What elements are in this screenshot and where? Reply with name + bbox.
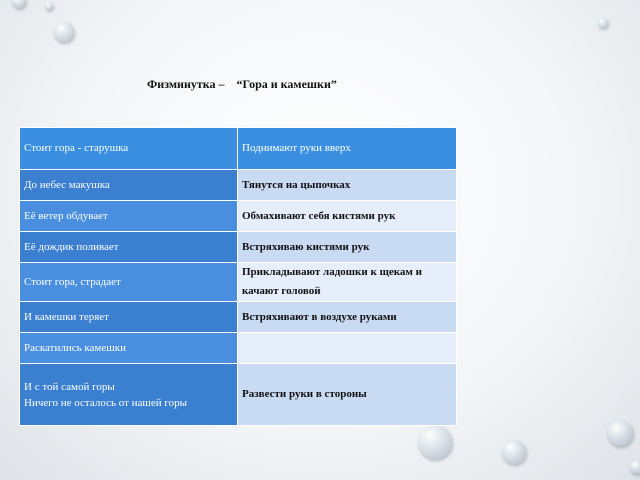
exercise-table bbox=[19, 127, 457, 426]
slide-title bbox=[147, 77, 337, 92]
table-row bbox=[20, 170, 457, 201]
table-row bbox=[20, 333, 457, 364]
table-row bbox=[20, 364, 457, 426]
water-drop-decoration bbox=[630, 460, 640, 474]
water-drop-decoration bbox=[598, 18, 608, 28]
water-drop-decoration bbox=[54, 22, 74, 42]
cell-line: Ничего не осталось от нашей горы bbox=[24, 396, 188, 409]
water-drop-decoration bbox=[502, 440, 526, 464]
water-drop-decoration bbox=[418, 425, 452, 459]
table-cell-right bbox=[238, 333, 457, 364]
table-cell-right: Встряхивают в воздухе руками bbox=[238, 302, 457, 333]
water-drop-decoration bbox=[12, 0, 26, 8]
table-cell-left: Раскатились камешки bbox=[20, 333, 238, 364]
table-row bbox=[20, 232, 457, 263]
cell-line: И с той самой горы bbox=[24, 380, 115, 393]
table-row bbox=[20, 128, 457, 170]
table-cell-right: Обмахивают себя кистями рук bbox=[238, 201, 457, 232]
water-drop-decoration bbox=[45, 2, 53, 10]
title-right: “Гора и камешки” bbox=[236, 77, 337, 91]
water-drop-decoration bbox=[607, 420, 633, 446]
table-row bbox=[20, 201, 457, 232]
table-cell-left: Стоит гора, страдает bbox=[20, 263, 238, 302]
table-row bbox=[20, 263, 457, 302]
table-cell-right: Развести руки в стороны bbox=[238, 364, 457, 426]
table-cell-left: Её дождик поливает bbox=[20, 232, 238, 263]
table-cell-right: Тянутся на цыпочках bbox=[238, 170, 457, 201]
table-cell-left: До небес макушка bbox=[20, 170, 238, 201]
title-left: Физминутка – bbox=[147, 77, 225, 91]
table-cell-right: Встряхиваю кистями рук bbox=[238, 232, 457, 263]
table-cell-left: Стоит гора - старушка bbox=[20, 128, 238, 170]
table-cell-left: И камешки теряет bbox=[20, 302, 238, 333]
table-cell-right: Поднимают руки вверх bbox=[238, 128, 457, 170]
table-cell-left: Её ветер обдувает bbox=[20, 201, 238, 232]
table-row bbox=[20, 302, 457, 333]
table-cell-right: Прикладывают ладошки к щекам и качают головой bbox=[238, 263, 457, 302]
table-cell-left bbox=[20, 364, 238, 426]
